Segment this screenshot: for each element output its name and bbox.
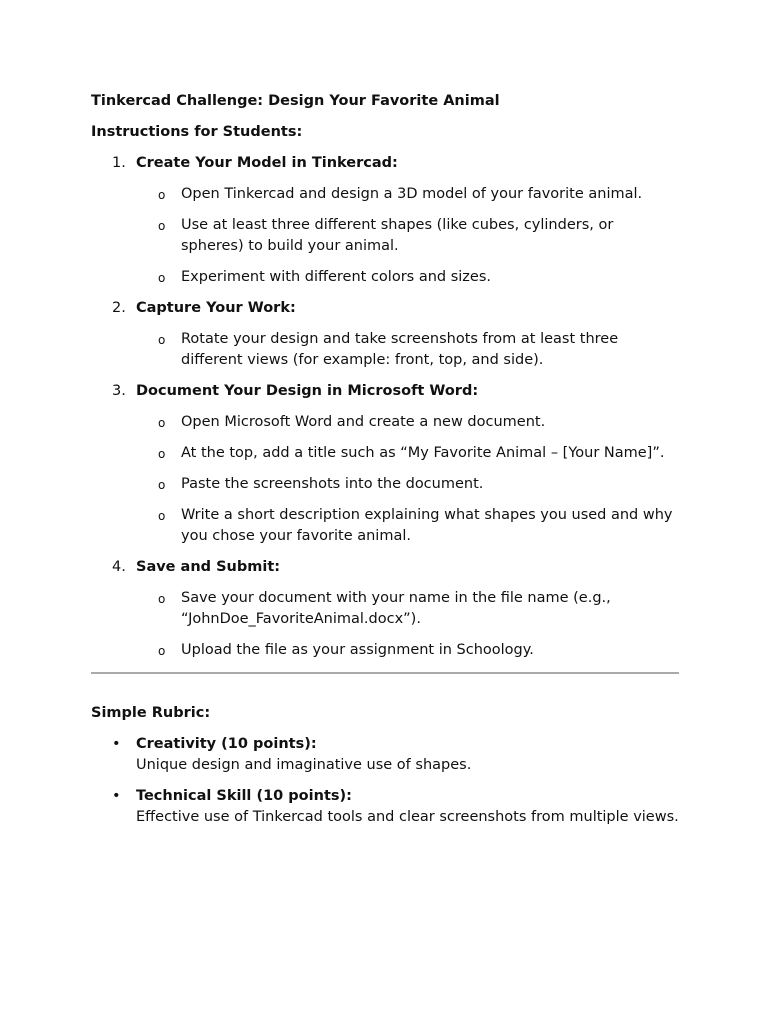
rubric-heading: Simple Rubric:	[91, 705, 211, 721]
circle-bullet-icon: o	[158, 592, 166, 606]
list-item-text: At the top, add a title such as “My Favorite Animal – [Your Name]”.	[181, 445, 665, 461]
circle-bullet-icon: o	[158, 188, 166, 202]
list-item-text: Paste the screenshots into the document.	[181, 476, 484, 492]
rubric-label: Technical Skill (10 points):	[136, 788, 352, 804]
list-item-text: Open Microsoft Word and create a new document.	[181, 414, 546, 430]
document-title: Tinkercad Challenge: Design Your Favorite Animal	[91, 93, 500, 109]
circle-bullet-icon: o	[158, 333, 166, 347]
step-label: Document Your Design in Microsoft Word:	[136, 383, 479, 399]
circle-bullet-icon: o	[158, 478, 166, 492]
rubric-description: Unique design and imaginative use of shapes.	[136, 757, 472, 773]
horizontal-divider	[91, 672, 679, 674]
step-number: 1.	[112, 155, 126, 171]
step-label: Capture Your Work:	[136, 300, 296, 316]
bullet-dot-icon: •	[112, 788, 121, 804]
list-item	[91, 588, 679, 630]
circle-bullet-icon: o	[158, 447, 166, 461]
list-item	[91, 329, 679, 371]
list-item	[91, 474, 679, 495]
list-item	[91, 640, 679, 661]
step-number: 3.	[112, 383, 126, 399]
circle-bullet-icon: o	[158, 271, 166, 285]
step-label: Create Your Model in Tinkercad:	[136, 155, 398, 171]
list-item	[91, 412, 679, 433]
bullet-dot-icon: •	[112, 736, 121, 752]
step-number: 2.	[112, 300, 126, 316]
step-4	[91, 557, 679, 578]
step-number: 4.	[112, 559, 126, 575]
rubric-description: Effective use of Tinkercad tools and clear screenshots from multiple views.	[136, 809, 679, 825]
list-item-text: Upload the file as your assignment in Schoology.	[181, 642, 534, 658]
list-item-text: Experiment with different colors and sizes.	[181, 269, 491, 285]
circle-bullet-icon: o	[158, 416, 166, 430]
step-1	[91, 153, 679, 174]
rubric-item-creativity	[91, 734, 679, 776]
instructions-heading: Instructions for Students:	[91, 124, 303, 140]
list-item-text: Write a short description explaining what shapes you used and why you chose your favorite animal.	[181, 507, 673, 544]
list-item	[91, 443, 679, 464]
list-item-text: Rotate your design and take screenshots from at least three different views (for example: front, top, and side).	[181, 331, 619, 368]
list-item-text: Save your document with your name in the file name (e.g., “JohnDoe_FavoriteAnimal.docx”).	[181, 590, 611, 627]
list-item-text: Use at least three different shapes (like cubes, cylinders, or spheres) to build your animal.	[181, 217, 614, 254]
list-item	[91, 267, 679, 288]
circle-bullet-icon: o	[158, 644, 166, 658]
circle-bullet-icon: o	[158, 219, 166, 233]
step-3	[91, 381, 679, 402]
list-item	[91, 505, 679, 547]
list-item	[91, 184, 679, 205]
circle-bullet-icon: o	[158, 509, 166, 523]
step-label: Save and Submit:	[136, 559, 281, 575]
rubric-label: Creativity (10 points):	[136, 736, 317, 752]
document-body	[91, 91, 679, 838]
list-item-text: Open Tinkercad and design a 3D model of your favorite animal.	[181, 186, 643, 202]
list-item	[91, 215, 679, 257]
step-2	[91, 298, 679, 319]
rubric-item-technical-skill	[91, 786, 679, 828]
